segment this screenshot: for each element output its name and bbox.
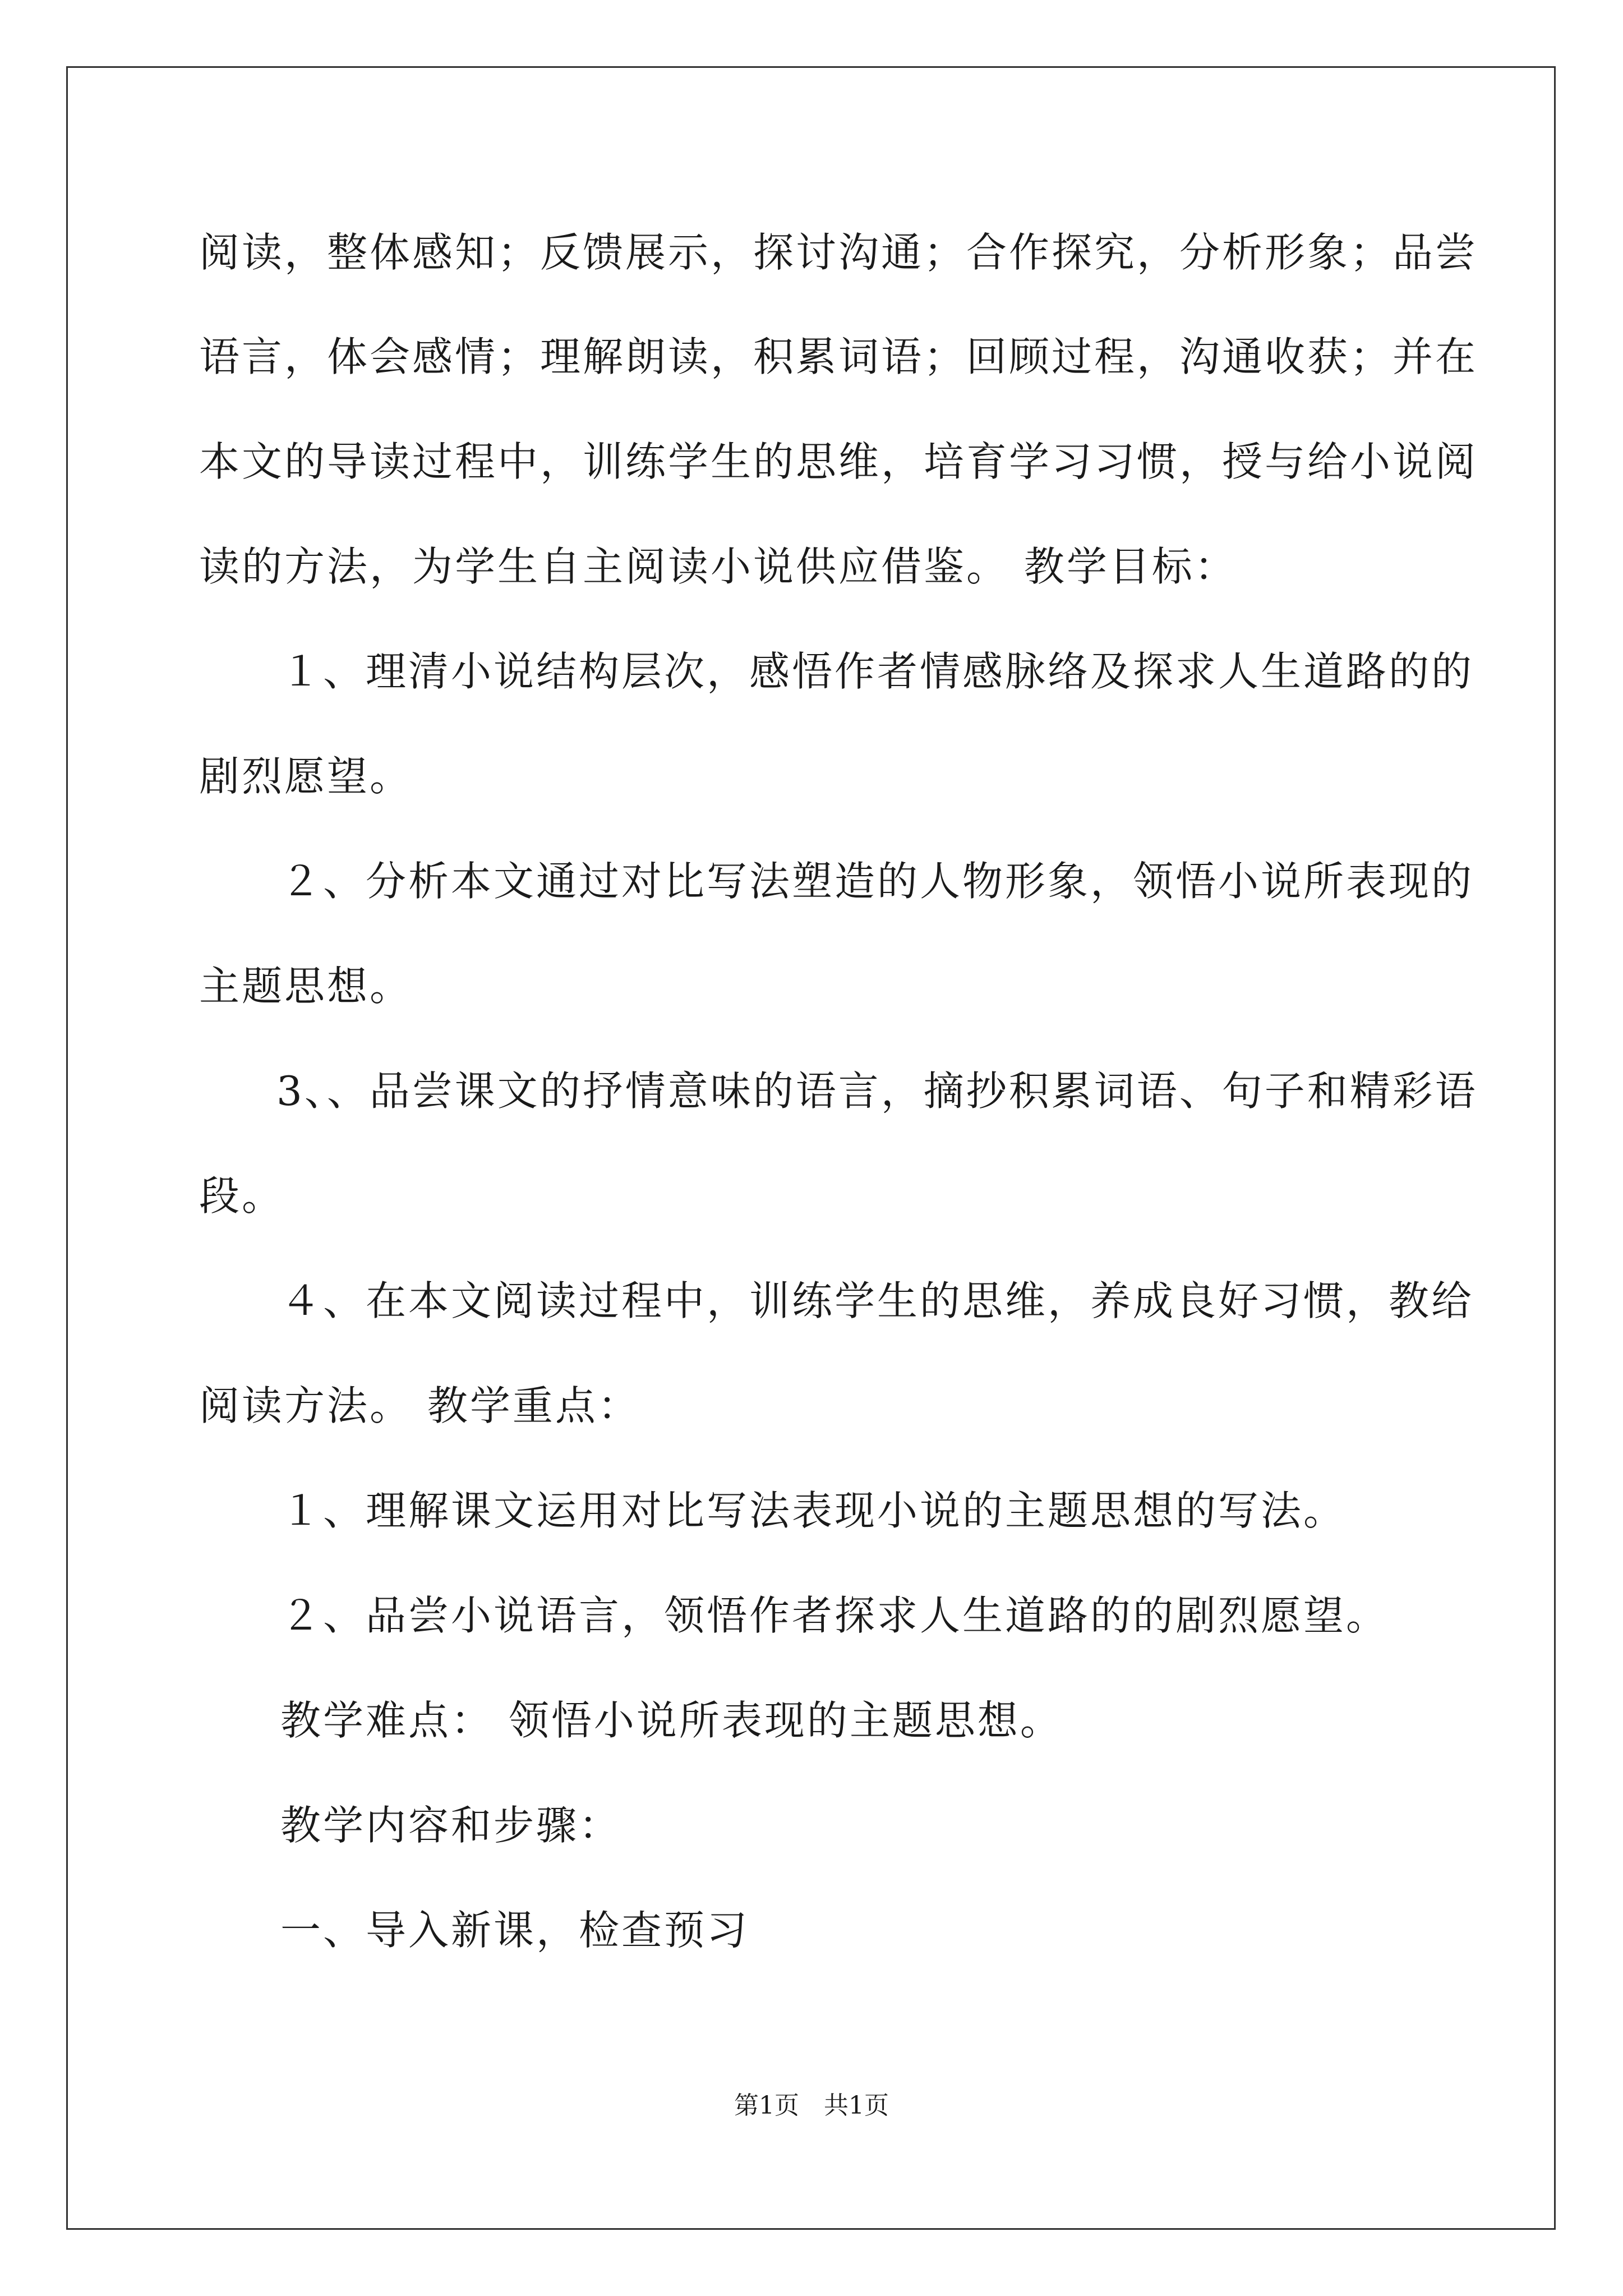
body-line-1: 阅读，整体感知；反馈展示，探讨沟通；合作探究，分析形象；品尝 [199,229,1478,276]
content-steps-heading: 教学内容和步骤： [280,1802,622,1849]
difficulty-line: 教学难点： 领悟小说所表现的主题思想。 [280,1697,1063,1744]
key-point-2: ２、品尝小说语言，领悟作者探求人生道路的的剧烈愿望。 [280,1592,1389,1639]
objective-2-line-1: ２、分析本文通过对比写法塑造的人物形象，领悟小说所表现的 [280,858,1474,905]
body-line-4: 读的方法，为学生自主阅读小说供应借鉴。 教学目标： [199,543,1237,590]
objective-1-line-1: １、理清小说结构层次，感悟作者情感脉络及探求人生道路的的 [280,648,1474,695]
objective-3-line-1: 3、、品尝课文的抒情意味的语言，摘抄积累词语、句子和精彩语 [276,1068,1478,1115]
page-number-footer: 第1页 共1页 [734,2091,889,2120]
objective-1-line-2: 剧烈愿望。 [199,753,413,800]
objective-2-line-2: 主题思想。 [199,963,413,1010]
objective-4-line-1: ４、在本文阅读过程中，训练学生的思维，养成良好习惯，教给 [280,1277,1474,1324]
body-line-3: 本文的导读过程中，训练学生的思维，培育学习习惯，授与给小说阅 [199,438,1478,485]
key-point-1: １、理解课文运用对比写法表现小说的主题思想的写法。 [280,1487,1347,1534]
body-line-2: 语言，体会感情；理解朗读，积累词语；回顾过程，沟通收获；并在 [199,333,1478,380]
objective-3-line-2: 段。 [199,1172,285,1220]
section-heading-1: 一、导入新课，检查预习 [280,1907,750,1954]
objective-4-line-2: 阅读方法。 教学重点： [199,1382,640,1429]
